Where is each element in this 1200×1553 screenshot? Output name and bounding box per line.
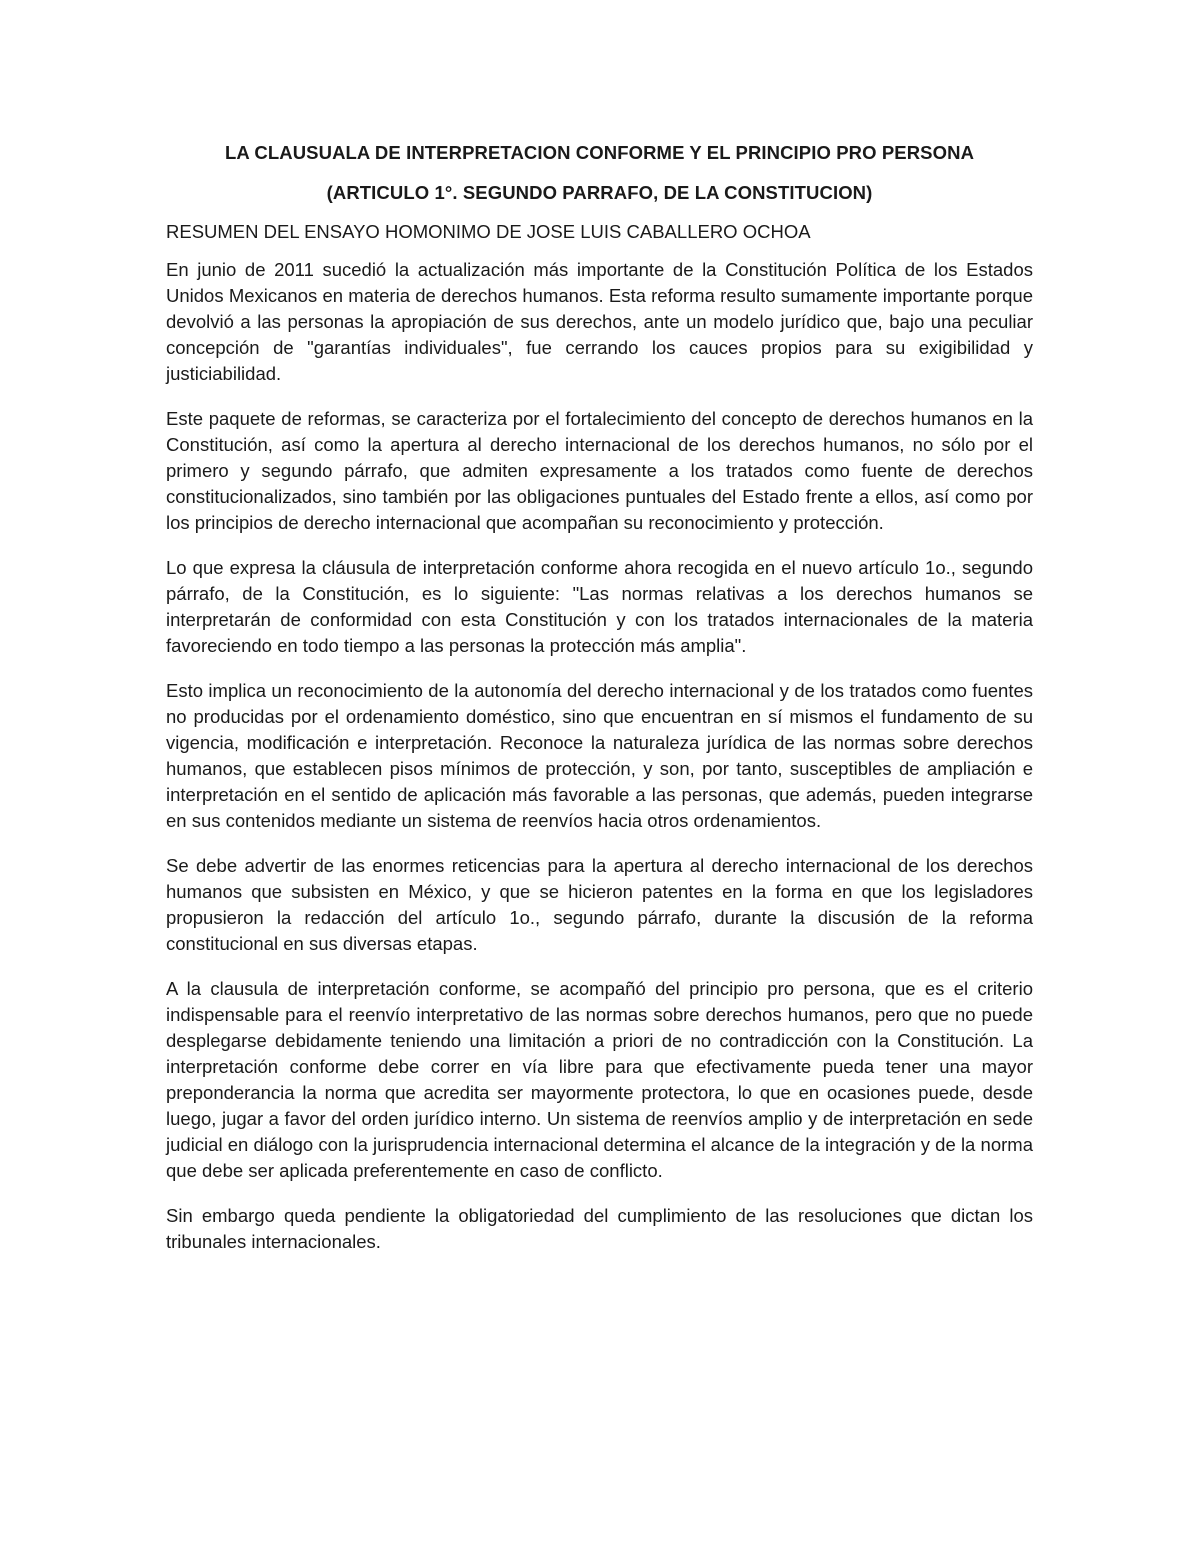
document-body [166, 140, 1033, 1255]
paragraph: Lo que expresa la cláusula de interpretación conforme ahora recogida en el nuevo artículo 1o., segundo párrafo, de la Constitución, es lo siguiente: "Las normas relativas a los derechos humanos se interpretarán de conformidad con esta Constitución y con los tratados internacionales de la materia favoreciendo en todo tiempo a las personas la protección más amplia". [166, 557, 1033, 656]
paragraph: A la clausula de interpretación conforme, se acompañó del principio pro persona, que es el criterio indispensable para el reenvío interpretativo de las normas sobre derechos humanos, pero que no puede desplegarse debidamente teniendo una limitación a priori de no contradicción con la Constitución. La interpretación conforme debe correr en vía libre para que efectivamente pueda tener una mayor preponderancia la norma que acredita ser mayormente protectora, lo que en ocasiones puede, desde luego, jugar a favor del orden jurídico interno. Un sistema de reenvíos amplio y de interpretación en sede judicial en diálogo con la jurisprudencia internacional determina el alcance de la integración y de la norma que debe ser aplicada preferentemente en caso de conflicto. [166, 978, 1033, 1181]
paragraph: Esto implica un reconocimiento de la autonomía del derecho internacional y de los tratados como fuentes no producidas por el ordenamiento doméstico, sino que encuentran en sí mismos el fundamento de su vigencia, modificación e interpretación. Reconoce la naturaleza jurídica de las normas sobre derechos humanos, que establecen pisos mínimos de protección, y son, por tanto, susceptibles de ampliación e interpretación en el sentido de aplicación más favorable a las personas, que además, pueden integrarse en sus contenidos mediante un sistema de reenvíos hacia otros ordenamientos. [166, 680, 1033, 831]
paragraph: En junio de 2011 sucedió la actualización más importante de la Constitución Política de los Estados Unidos Mexicanos en materia de derechos humanos. Esta reforma resulto sumamente importante porque devolvió a las personas la apropiación de sus derechos, ante un modelo jurídico que, bajo una peculiar concepción de "garantías individuales", fue cerrando los cauces propios para su exigibilidad y justiciabilidad. [166, 259, 1033, 384]
paragraph: Sin embargo queda pendiente la obligatoriedad del cumplimiento de las resoluciones que dictan los tribunales internacionales. [166, 1205, 1033, 1252]
document-title-secondary: (ARTICULO 1°. SEGUNDO PARRAFO, DE LA CONSTITUCION) [326, 182, 873, 203]
document-title: LA CLAUSUALA DE INTERPRETACION CONFORME Y EL PRINCIPIO PRO PERSONA [224, 142, 975, 163]
paragraph: Este paquete de reformas, se caracteriza por el fortalecimiento del concepto de derechos humanos en la Constitución, así como la apertura al derecho internacional de los derechos humanos, no sólo por el primero y segundo párrafo, que admiten expresamente a los tratados como fuente de derechos constitucionalizados, sino también por las obligaciones puntuales del Estado frente a ellos, así como por los principios de derecho internacional que acompañan su reconocimiento y protección. [166, 408, 1033, 533]
paragraph: Se debe advertir de las enormes reticencias para la apertura al derecho internacional de los derechos humanos que subsisten en México, y que se hicieron patentes en la forma en que los legisladores propusieron la redacción del artículo 1o., segundo párrafo, durante la discusión de la reforma constitucional en sus diversas etapas. [166, 855, 1033, 954]
document-subtitle: RESUMEN DEL ENSAYO HOMONIMO DE JOSE LUIS CABALLERO OCHOA [166, 221, 811, 242]
